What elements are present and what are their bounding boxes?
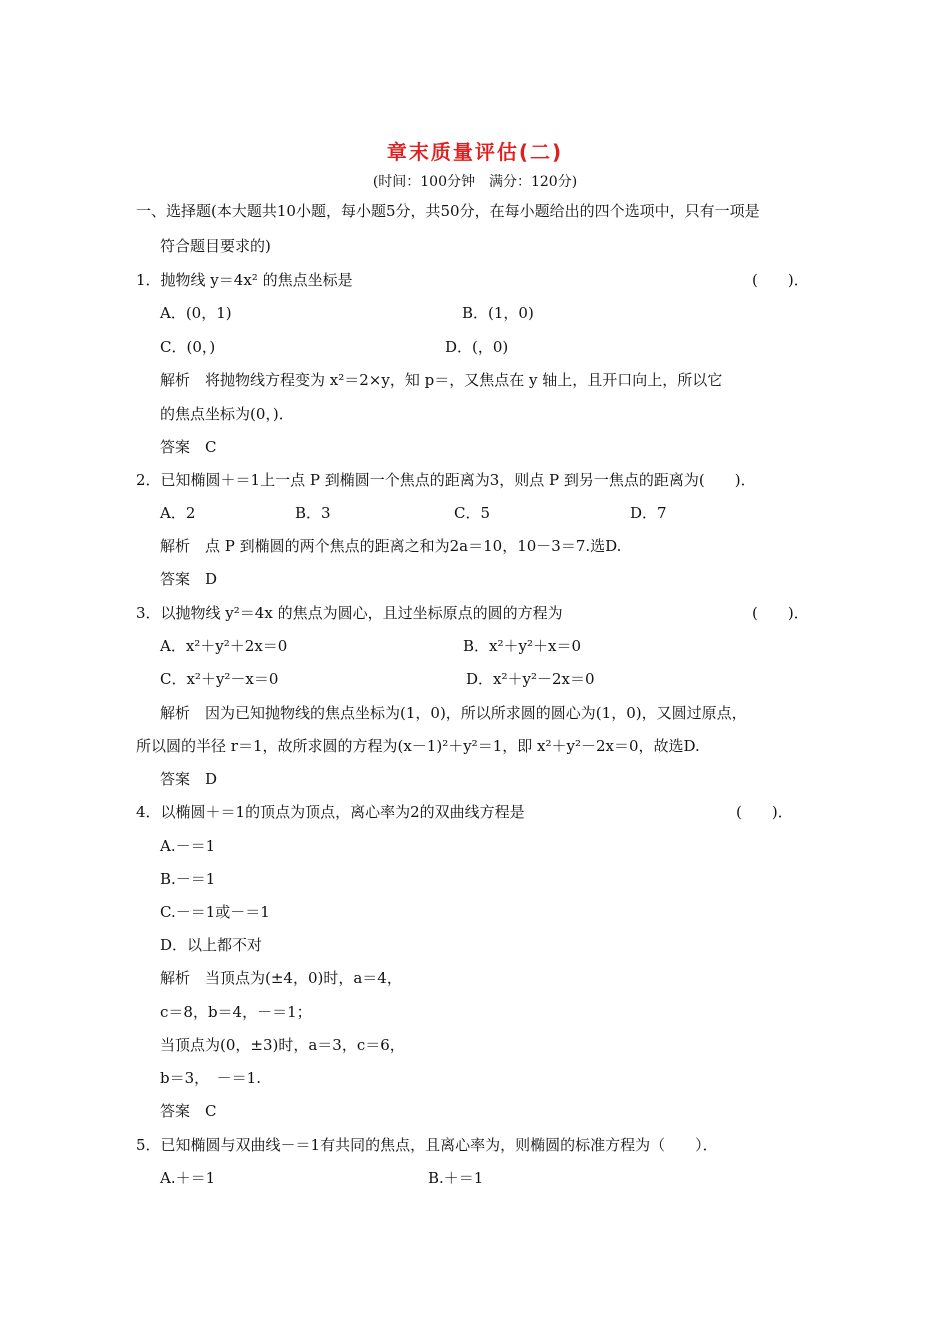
page-title: 章末质量评估(二) (386, 140, 564, 164)
question-4-answer-paren: ( )． (736, 803, 793, 821)
question-2-stem: 2．已知椭圆＋＝1上一点 P 到椭圆一个焦点的距离为3，则点 P 到另一焦点的距离为( )． (136, 471, 756, 489)
question-4-option-c: C.－＝1或－＝1 (160, 903, 270, 921)
question-2-answer: 答案 D (160, 570, 218, 588)
question-4-solution-line2: c＝8，b＝4，－＝1； (160, 1003, 312, 1021)
question-3-answer: 答案 D (160, 770, 218, 788)
question-1-stem: 1．抛物线 y＝4x² 的焦点坐标是 (136, 271, 353, 289)
question-2-solution: 解析 点 P 到椭圆的两个焦点的距离之和为2a＝10，10－3＝7.选D. (160, 537, 622, 555)
question-3-option-b: B．x²＋y²＋x＝0 (463, 637, 581, 655)
question-2-option-c: C．5 (454, 504, 491, 522)
question-1-solution-cont: 的焦点坐标为(0，)． (160, 405, 294, 423)
question-3-option-a: A．x²＋y²＋2x＝0 (160, 637, 288, 655)
question-1-option-c: C．(0，) (160, 338, 216, 356)
question-2-option-b: B．3 (295, 504, 331, 522)
question-1-answer-paren: ( )． (752, 271, 809, 289)
question-4-solution-line4: b＝3， －＝1. (160, 1069, 261, 1087)
question-3-answer-paren: ( )． (752, 604, 809, 622)
question-4-solution: 解析 当顶点为(±4，0)时，a＝4， (160, 969, 402, 987)
question-3-option-d: D．x²＋y²－2x＝0 (466, 670, 595, 688)
section-heading-cont: 符合题目要求的) (160, 237, 271, 255)
question-3-solution: 解析 因为已知抛物线的焦点坐标为(1，0)，所以所求圆的圆心为(1，0)，又圆过原点， (160, 704, 747, 722)
question-1-option-b: B．(1，0) (462, 304, 534, 322)
question-3-solution-cont: 所以圆的半径 r＝1，故所求圆的方程为(x－1)²＋y²＝1，即 x²＋y²－2x＝0，故选D. (136, 737, 700, 755)
question-1-option-d: D．(，0) (445, 338, 509, 356)
question-4-option-d: D．以上都不对 (160, 936, 263, 954)
section-heading: 一、选择题(本大题共10小题，每小题5分，共50分，在每小题给出的四个选项中，只有一项是 (136, 202, 760, 220)
question-2-option-d: D．7 (630, 504, 667, 522)
question-5-option-b: B.＋＝1 (428, 1169, 484, 1187)
question-4-answer: 答案 C (160, 1102, 217, 1120)
question-5-stem: 5．已知椭圆与双曲线－＝1有共同的焦点，且离心率为，则椭圆的标准方程为（ ）． (136, 1136, 718, 1154)
question-4-option-a: A.－＝1 (160, 837, 216, 855)
question-4-solution-line3: 当顶点为(0，±3)时，a＝3，c＝6， (160, 1036, 405, 1054)
question-5-option-a: A.＋＝1 (160, 1169, 216, 1187)
question-3-option-c: C．x²＋y²－x＝0 (160, 670, 279, 688)
question-1-answer: 答案 C (160, 438, 217, 456)
question-3-stem: 3．以抛物线 y²＝4x 的焦点为圆心，且过坐标原点的圆的方程为 (136, 604, 563, 622)
question-4-option-b: B.－＝1 (160, 870, 216, 888)
page-subtitle: (时间：100分钟 满分：120分) (372, 174, 578, 190)
question-1-option-a: A．(0，1) (160, 304, 232, 322)
question-2-option-a: A．2 (160, 504, 196, 522)
question-1-solution: 解析 将抛物线方程变为 x²＝2×y，知 p＝，又焦点在 y 轴上，且开口向上，所以它 (160, 371, 723, 389)
question-4-stem: 4．以椭圆＋＝1的顶点为顶点，离心率为2的双曲线方程是 (136, 803, 525, 821)
